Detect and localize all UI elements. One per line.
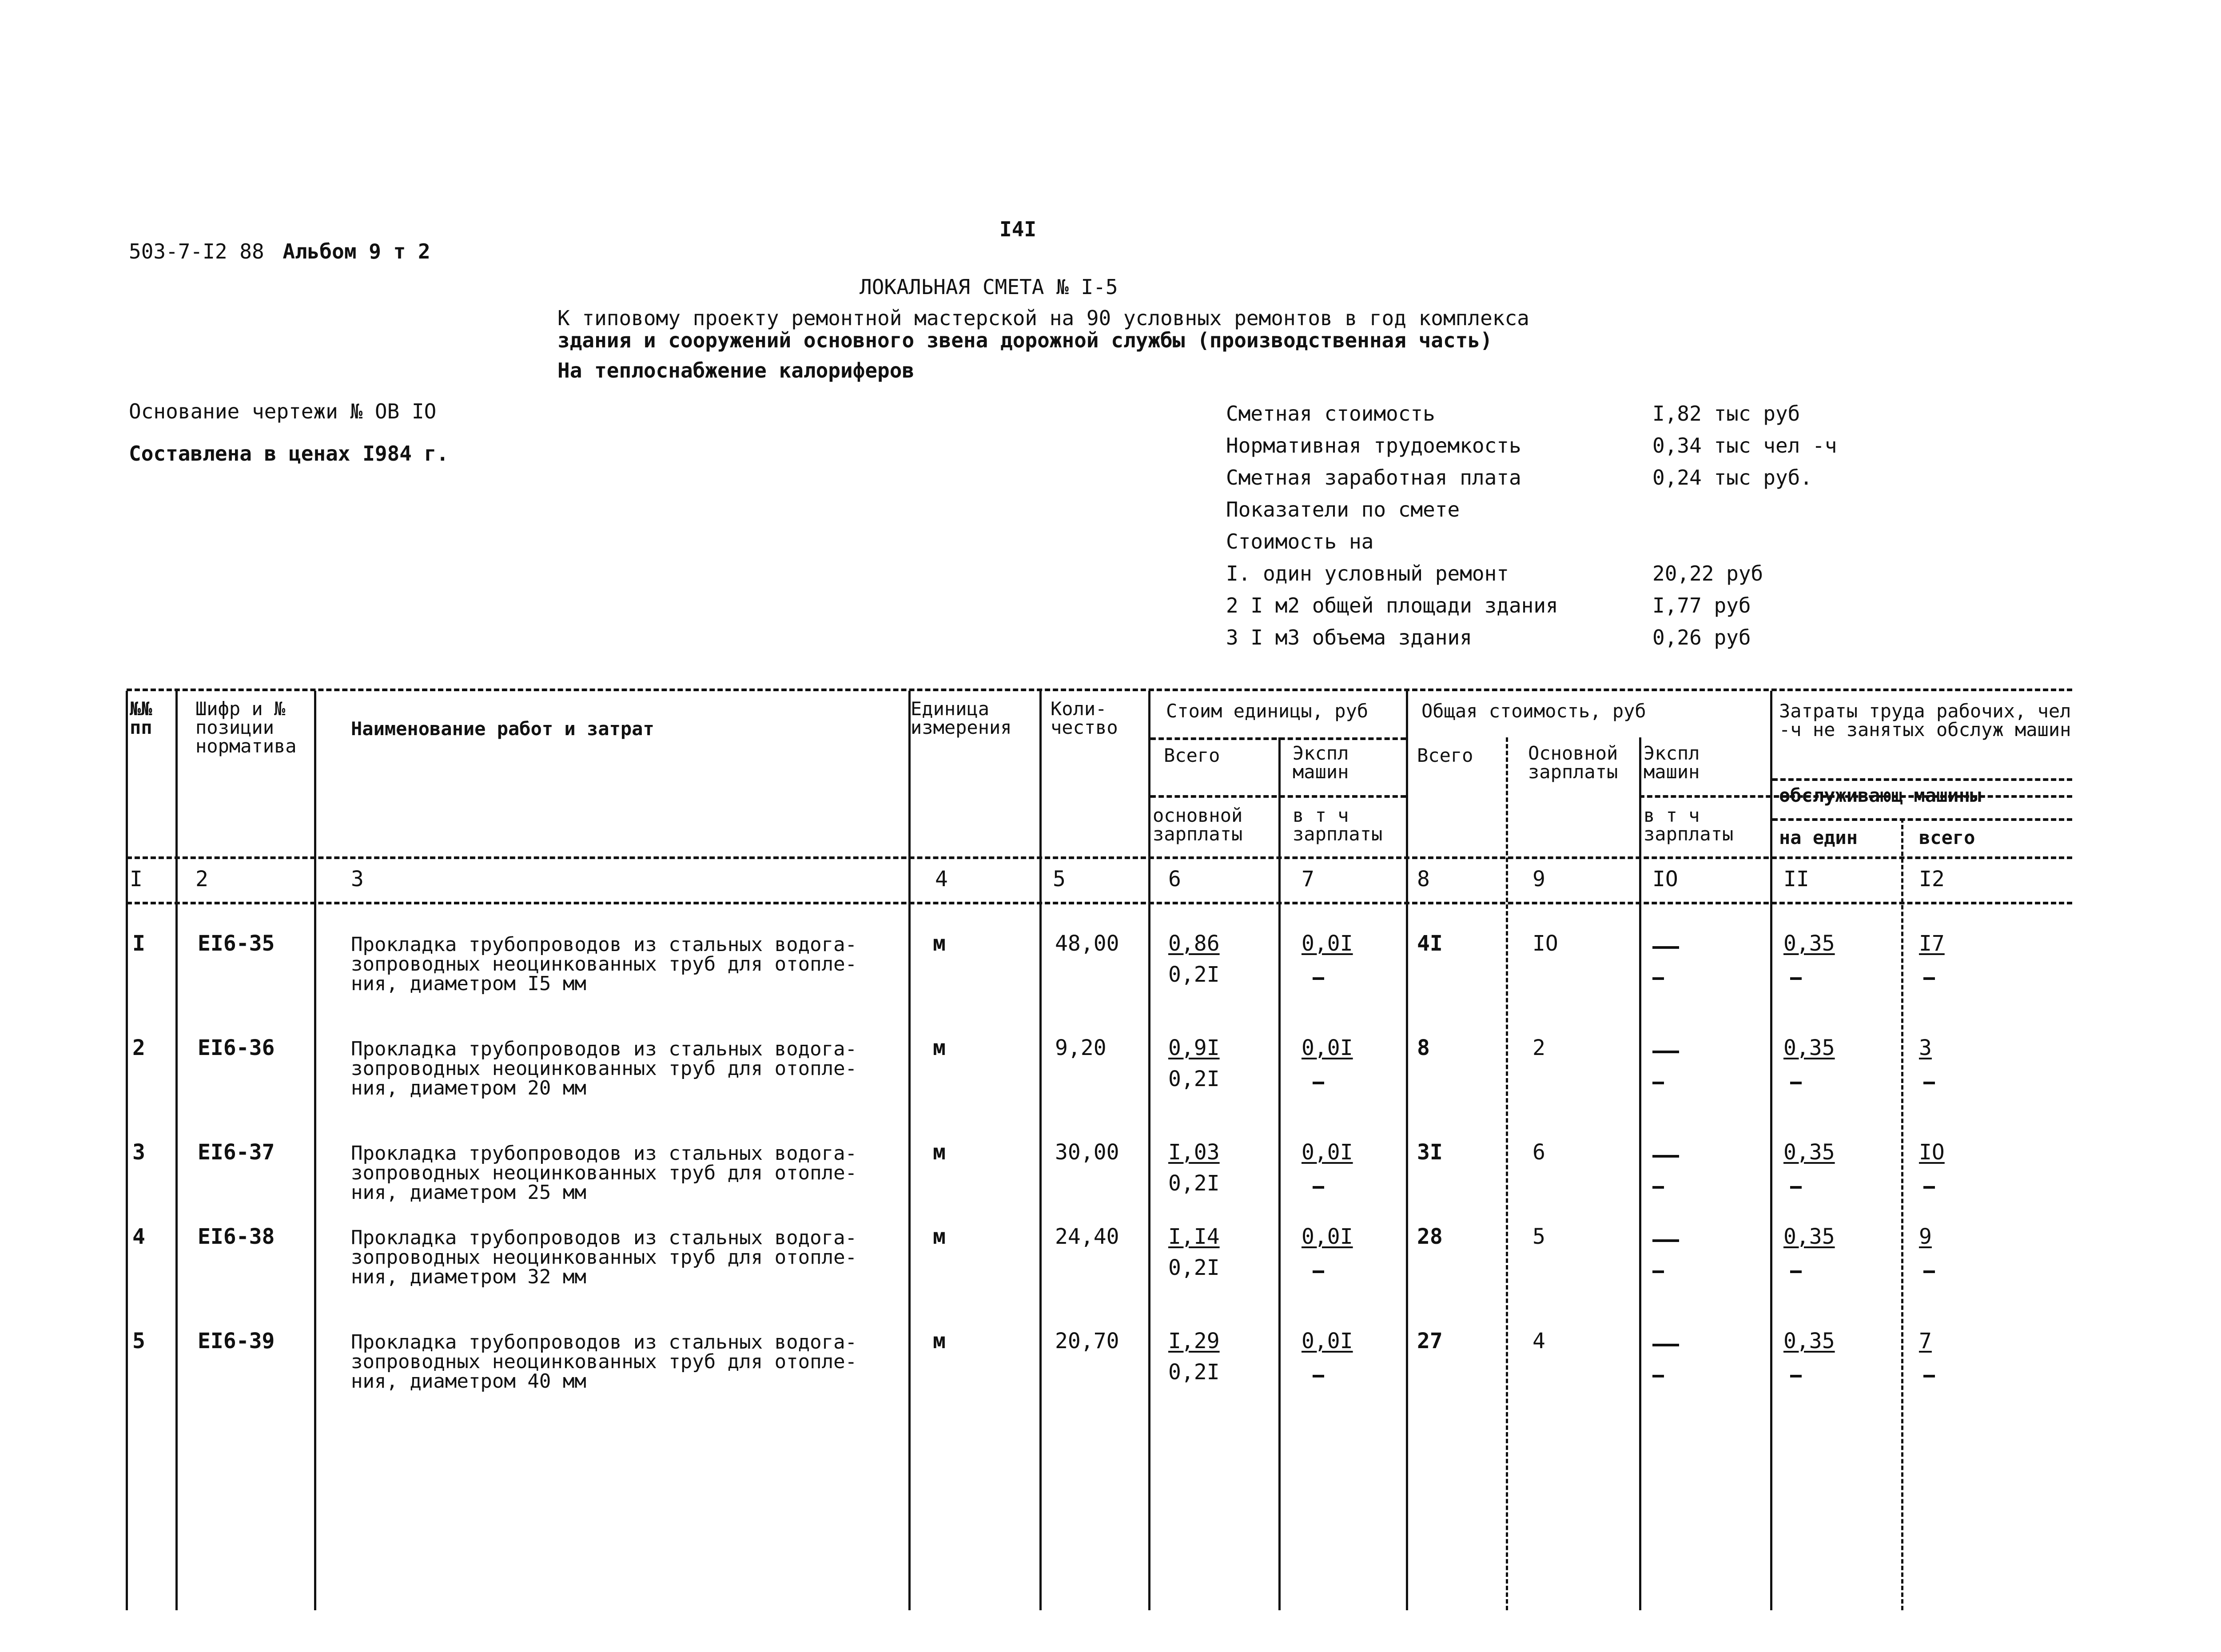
total-cost-base: 2: [1532, 1035, 1545, 1060]
col-line: [1039, 691, 1042, 1610]
column-number: II: [1783, 867, 1809, 892]
summary-label: Нормативная трудоемкость: [1226, 434, 1521, 458]
total-cost: 27: [1417, 1329, 1443, 1353]
unit-cost-expl: 0,0I: [1302, 1035, 1353, 1060]
summary-label: I. один условный ремонт: [1226, 561, 1509, 585]
col-line: [175, 691, 178, 1610]
subtitle-line-3: На теплоснабжение калориферов: [557, 358, 915, 382]
subtitle-line-2: здания и сооружений основного звена дорожной службы (производственная часть): [557, 328, 1493, 352]
col-line: [126, 691, 128, 1610]
column-number: 4: [935, 867, 948, 892]
column-number: 3: [351, 867, 364, 892]
labor-total-machines: [1923, 977, 1935, 980]
labor-unit: 0,35: [1783, 1224, 1835, 1249]
total-cost: 8: [1417, 1035, 1430, 1060]
total-cost-expl-salary: [1652, 1186, 1664, 1189]
unit-cost-expl: 0,0I: [1302, 1224, 1353, 1249]
total-cost-base: 5: [1532, 1224, 1545, 1249]
header-row-number: №№ пп: [130, 698, 152, 738]
col-line: [1901, 818, 1903, 1610]
header-norm-code: Шифр и № позиции норматива: [195, 698, 297, 757]
unit: м: [933, 1140, 946, 1165]
labor-total: IO: [1919, 1140, 1945, 1165]
total-cost-expl: [1652, 1344, 1679, 1346]
column-number: 9: [1532, 867, 1545, 892]
labor-top-divider: [1772, 778, 2072, 781]
basis-text: Основание чертежи № ОВ IO: [129, 399, 437, 423]
col-line: [1506, 737, 1508, 1610]
unit-cost-expl-salary: [1313, 1270, 1324, 1273]
row-number: 5: [132, 1329, 145, 1353]
labor-unit-machines: [1790, 1270, 1802, 1273]
total-cost-base: 6: [1532, 1140, 1545, 1165]
column-number: 7: [1302, 867, 1314, 892]
header-quantity: Коли-чество: [1051, 698, 1118, 738]
unit-cost-base: 0,2I: [1168, 1171, 1220, 1196]
col-line: [908, 691, 911, 1610]
unit-cost-base: 0,2I: [1168, 1255, 1220, 1280]
norm-code: EI6-38: [198, 1224, 275, 1249]
unit-cost-total: I,29: [1168, 1329, 1220, 1353]
labor-unit: 0,35: [1783, 1035, 1835, 1060]
header-total-cost-expl: Экспл машин: [1644, 742, 1700, 783]
unit-cost-expl-salary: [1313, 1082, 1324, 1084]
doc-code: [129, 240, 430, 263]
quantity: 9,20: [1055, 1035, 1107, 1060]
col-line: [314, 691, 316, 1610]
row-number: I: [132, 931, 145, 956]
unit-cost-base: 0,2I: [1168, 1067, 1220, 1091]
norm-code: EI6-35: [198, 931, 275, 956]
total-cost-base: 4: [1532, 1329, 1545, 1353]
column-number: I2: [1919, 867, 1945, 892]
colnum-bottom-border: [127, 902, 2072, 904]
work-description: Прокладка трубопроводов из стальных водога-зопроводных неоцинкованных труб для отопле-ния, диаметром 25 мм: [351, 1142, 857, 1204]
row-number: 4: [132, 1224, 145, 1249]
header-unit-cost-expl: Экспл машин: [1293, 742, 1349, 783]
header-unit-cost-base: основной зарплаты: [1153, 804, 1243, 845]
unit-cost-expl-salary: [1313, 977, 1324, 980]
page-number: I4I: [999, 217, 1037, 241]
norm-code: EI6-39: [198, 1329, 275, 1353]
labor-total-machines: [1923, 1270, 1935, 1273]
work-description: Прокладка трубопроводов из стальных водога-зопроводных неоцинкованных труб для отопле-ния, диаметром 32 мм: [351, 1226, 857, 1288]
row-number: 2: [132, 1035, 145, 1060]
total-cost: 3I: [1417, 1140, 1443, 1165]
summary-value: 0,34 тыс чел -ч: [1652, 434, 1837, 458]
col-line: [1148, 691, 1150, 1610]
labor-total-machines: [1923, 1082, 1935, 1084]
summary-value: 0,24 тыс руб.: [1652, 466, 1813, 490]
total-cost-expl: [1652, 1155, 1679, 1158]
estimate-title: ЛОКАЛЬНАЯ СМЕТА № I-5: [860, 275, 1118, 299]
unit: м: [933, 1224, 946, 1249]
unit-cost-total: I,I4: [1168, 1224, 1220, 1249]
column-number: 2: [195, 867, 208, 892]
total-cost: 28: [1417, 1224, 1443, 1249]
header-total-cost-base: Основной зарплаты: [1528, 742, 1618, 783]
header-labor-machines: обслуживающ машины: [1779, 784, 1982, 806]
col-line: [1770, 691, 1772, 1610]
header-unit-cost: Стоим единицы, руб: [1166, 700, 1369, 722]
norm-code: EI6-36: [198, 1035, 275, 1060]
labor-total: I7: [1919, 931, 1945, 956]
unit: м: [933, 1035, 946, 1060]
work-description: Прокладка трубопроводов из стальных водога-зопроводных неоцинкованных труб для отопле-ния, диаметром 20 мм: [351, 1038, 857, 1099]
row-number: 3: [132, 1140, 145, 1165]
column-number: 8: [1417, 867, 1430, 892]
quantity: 30,00: [1055, 1140, 1119, 1165]
total-cost-expl: [1652, 1239, 1679, 1242]
summary-value: I,77 руб: [1652, 593, 1751, 617]
unit-cost-base: 0,2I: [1168, 962, 1220, 987]
labor-total-machines: [1923, 1186, 1935, 1189]
table-top-border: [127, 689, 2072, 691]
unit-cost-total: 0,86: [1168, 931, 1220, 956]
norm-code: EI6-37: [198, 1140, 275, 1165]
summary-value: I,82 тыс руб: [1652, 402, 1800, 426]
summary-label: Стоимость на: [1226, 529, 1374, 553]
unit-cost-expl: 0,0I: [1302, 931, 1353, 956]
column-number: IO: [1652, 867, 1678, 892]
total-cost-expl-salary: [1652, 1270, 1664, 1273]
unit-cost-total: 0,9I: [1168, 1035, 1220, 1060]
header-unit-cost-expl-salary: в т ч зарплаты: [1293, 804, 1383, 845]
labor-total: 7: [1919, 1329, 1932, 1353]
summary-value: 0,26 руб: [1652, 625, 1751, 649]
header-labor-total: всего: [1919, 827, 1975, 848]
labor-unit-machines: [1790, 1375, 1802, 1377]
doc-code-number: 503-7-I2 88: [129, 239, 264, 263]
unit: м: [933, 1329, 946, 1353]
work-description: Прокладка трубопроводов из стальных водога-зопроводных неоцинкованных труб для отопле-ния, диаметром 40 мм: [351, 1331, 857, 1393]
labor-total: 3: [1919, 1035, 1932, 1060]
column-number: 5: [1053, 867, 1066, 892]
quantity: 20,70: [1055, 1329, 1119, 1353]
summary-label: Показатели по смете: [1226, 498, 1460, 521]
col-line: [1639, 737, 1641, 1610]
work-description: Прокладка трубопроводов из стальных водога-зопроводных неоцинкованных труб для отопле-ния, диаметром I5 мм: [351, 933, 857, 995]
subtitle-line-1: К типовому проекту ремонтной мастерской на 90 условных ремонтов в год комплекса: [557, 306, 1529, 330]
total-cost-expl-salary: [1652, 977, 1664, 980]
total-cost-expl-salary: [1652, 1375, 1664, 1377]
unit-cost-expl: 0,0I: [1302, 1329, 1353, 1353]
unit-cost-base: 0,2I: [1168, 1360, 1220, 1385]
summary-label: 3 I м3 объема здания: [1226, 625, 1472, 649]
total-cost-expl: [1652, 1051, 1679, 1053]
col-line: [1406, 691, 1408, 1610]
header-total-cost-expl-salary: в т ч зарплаты: [1644, 804, 1734, 845]
labor-unit: 0,35: [1783, 1329, 1835, 1353]
header-work-name: Наименование работ и затрат: [351, 718, 654, 740]
header-labor: Затраты труда рабочих, чел -ч не занятых обслуж машин: [1779, 700, 2071, 740]
summary-label: 2 I м2 общей площади здания: [1226, 593, 1558, 617]
quantity: 24,40: [1055, 1224, 1119, 1249]
unit-cost-expl-salary: [1313, 1186, 1324, 1189]
summary-label: Сметная заработная плата: [1226, 466, 1521, 490]
total-cost-base: IO: [1532, 931, 1558, 956]
labor-unit: 0,35: [1783, 1140, 1835, 1165]
unit-cost-expl-salary: [1313, 1375, 1324, 1377]
summary-value: 20,22 руб: [1652, 561, 1763, 585]
header-total-cost-all: Всего: [1417, 744, 1473, 766]
labor-unit-machines: [1790, 1186, 1802, 1189]
summary-label: Сметная стоимость: [1226, 402, 1435, 426]
total-cost-expl-salary: [1652, 1082, 1664, 1084]
header-unit: Единица измерения: [911, 698, 1012, 738]
album-label: Альбом 9 т 2: [283, 239, 430, 263]
labor-unit-divider: [1772, 818, 2072, 821]
header-labor-unit: на един: [1779, 827, 1858, 848]
header-bottom-border: [127, 856, 2072, 859]
labor-total: 9: [1919, 1224, 1932, 1249]
labor-unit: 0,35: [1783, 931, 1835, 956]
total-cost: 4I: [1417, 931, 1443, 956]
unit: м: [933, 931, 946, 956]
header-total-cost: Общая стоимость, руб: [1421, 700, 1646, 722]
col-line: [1278, 737, 1281, 1610]
labor-unit-machines: [1790, 977, 1802, 980]
unit-cost-total: I,03: [1168, 1140, 1220, 1165]
column-number: 6: [1168, 867, 1181, 892]
total-cost-expl: [1652, 946, 1679, 949]
prices-text: Составлена в ценах I984 г.: [129, 442, 449, 466]
quantity: 48,00: [1055, 931, 1119, 956]
column-number: I: [130, 867, 143, 892]
unit-cost-expl: 0,0I: [1302, 1140, 1353, 1165]
labor-unit-machines: [1790, 1082, 1802, 1084]
header-unit-cost-total: Всего: [1164, 744, 1220, 766]
labor-total-machines: [1923, 1375, 1935, 1377]
